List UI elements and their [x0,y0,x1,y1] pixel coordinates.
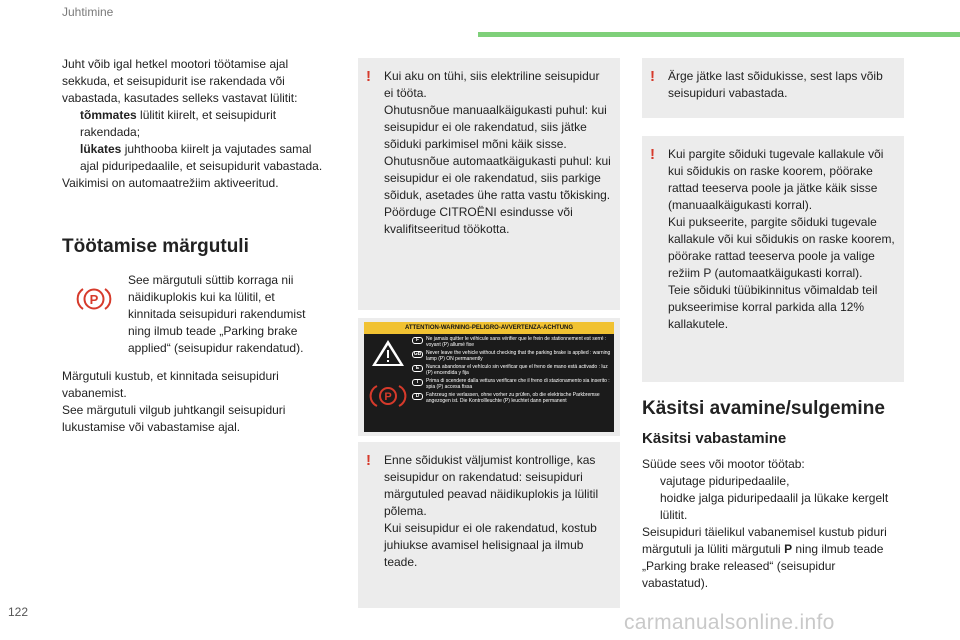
note-line: Kui pukseerite, pargite sõiduki tugevale kallakule või kui sõidukis on raske koorem, pöörake rattad teeserva poole ja valige režiim P (automaatkäigukasti korral). [668,215,895,281]
label-row: I Prima di scendere dalla vettura verificare che il freno di stazionamento sia inserito : spia (P) accesa fissa [412,378,612,390]
bullet-arrow-icon [62,141,80,175]
warning-triangle-icon [366,336,410,430]
header-accent-bar [478,32,960,37]
bullet-pull-text: lülitit kiirelt, et seisupidurit rakendada; [80,108,277,140]
lang-badge: F [412,337,423,344]
warning-lamp-text: See märgutuli süttib korraga nii näidikuplokis kui ka lülitil, et kinnitada seisupiduri rakendumist ning ilmub teade „Parking brake applied“ (seisupidur rakendatud). [128,273,306,356]
label-row: E Nunca abandonar el vehículo sin verificar que el freno de mano está activado : luz (P) encendida y fija [412,364,612,376]
parking-brake-lamp-icon [371,386,406,406]
intro-text [62,56,324,192]
bullet-push [62,141,324,175]
note-line: Kui seisupidur ei ole rakendatud, kostub juhiukse avamisel helisignaal ja ilmub teade. [384,521,597,570]
warning-sticker [364,322,614,432]
note-line: Kui aku on tühi, siis elektriline seisupidur ei tööta. [384,69,600,101]
lang-badge: GB [413,351,422,357]
note-line: Ärge jätke last sõidukisse, sest laps võib seisupiduri vabastada. [668,69,883,101]
note-line: Teie sõiduki tüübikinnitus võimaldab teil pukseerimise korral parkida alla 12% kallakutele. [668,283,878,332]
warning-lamp-heading: Töötamise märgutuli [62,236,249,257]
intro-paragraph: Juht võib igal hetkel mootori töötamise ajal sekkuda, et seisupidurit ise rakendada või vabastada, kasutades selleks vastavat lülitit: [62,57,298,106]
manual-heading: Käsitsi avamine/sulgemine [642,398,885,419]
manual-steps [642,456,904,524]
note-line: Kui pargite sõiduki tugevale kallakule või kui sõidukis on raske koorem, pöörake rattad teeserva poole ja jätke käik sisse (manuaalkäigukasti korral). [668,147,884,213]
lang-badge: D [412,393,423,400]
bullet-pull [62,107,324,141]
lang-badge: E [412,365,423,372]
exclamation-icon: ! [366,68,371,85]
page-number: 122 [8,605,29,619]
note-line: Ohutusnõue automaatkäigukasti puhul: kui seisupidur ei ole rakendatud, siis parkige sõiduk, asetades ühe ratta vastu tõkisking. [384,154,611,203]
note-slope [642,136,904,382]
release-line2: See märgutuli vilgub juhtkangil seisupiduri lukustamise või vabastamise ajal. [62,403,286,435]
watermark: carmanualsonline.info [624,611,835,634]
label-row: D Fahrzeug nie verlassen, ohne vorher zu prüfen, ob die elektrische Parkbremse angezogen ist. Die Kontrollleuchte (P) leuchtet dann permanent [412,392,612,404]
note-battery [358,58,620,310]
parking-brake-lamp-icon [76,272,128,357]
release-text [62,368,324,436]
note-child [642,58,904,118]
note-line: Ohutusnõue manuaalkäigukasti puhul: kui seisupidur ei ole rakendatud, siis jätke sõiduki parkimisel mõni käik sisse. [384,103,607,152]
step-2: hoidke jalga piduripedaalil ja lükake kergelt lülitit. [642,490,904,524]
svg-text:P: P [89,292,99,307]
label-row: GB Never leave the vehicle without checking that the parking brake is applied : warning lamp (P) ON permanently [413,350,611,362]
intro-closing: Vaikimisi on automaatrežiim aktiveeritud. [62,176,279,191]
bullet-arrow-icon [642,490,660,524]
manual-intro: Süüde sees või mootor töötab: [642,457,805,471]
warning-lamp-row [76,272,326,357]
exclamation-icon: ! [366,452,371,469]
bullet-arrow-icon [642,473,660,490]
label-strip: ATTENTION-WARNING-PELIGRO-AVVERTENZA-ACHTUNG [364,322,614,334]
note-before-leaving [358,442,620,608]
exclamation-icon: ! [650,68,655,85]
bullet-arrow-icon [62,107,80,141]
manual-subheading: Käsitsi vabastamine [642,430,787,447]
section-title: Juhtimine [62,5,114,19]
manual-release-text: Seisupiduri täielikul vabanemisel kustub piduri märgutuli ja lüliti märgutuli P ning ilmub teade „Parking brake released“ (seisupidur vabastatud). [642,525,887,591]
bullet-push-text: juhthooba kiirelt ja vajutades samal ajal piduripedaalile, et seisupidurit vabastada. [80,142,323,174]
step-1: vajutage piduripedaalile, [642,473,904,490]
note-line: Enne sõidukist väljumist kontrollige, kas seisupidur on rakendatud: seisupiduri märgutuled peavad näidikuplokis ja lülitil põlema. [384,453,599,519]
svg-text:P: P [384,391,392,403]
label-row: F Ne jamais quitter le véhicule sans vérifier que le frein de stationnement est serré : voyant (P) allumé fixe [412,336,612,348]
lang-badge: I [412,379,423,386]
exclamation-icon: ! [650,146,655,163]
bullet-pull-bold: tõmmates [80,108,137,123]
warning-label-figure [358,318,620,436]
note-line: Pöörduge CITROËNI esindusse või kvalifitseeritud töökotta. [384,205,573,237]
bullet-push-bold: lükates [80,142,122,157]
release-line1: Märgutuli kustub, et kinnitada seisupiduri vabanemist. [62,369,279,401]
